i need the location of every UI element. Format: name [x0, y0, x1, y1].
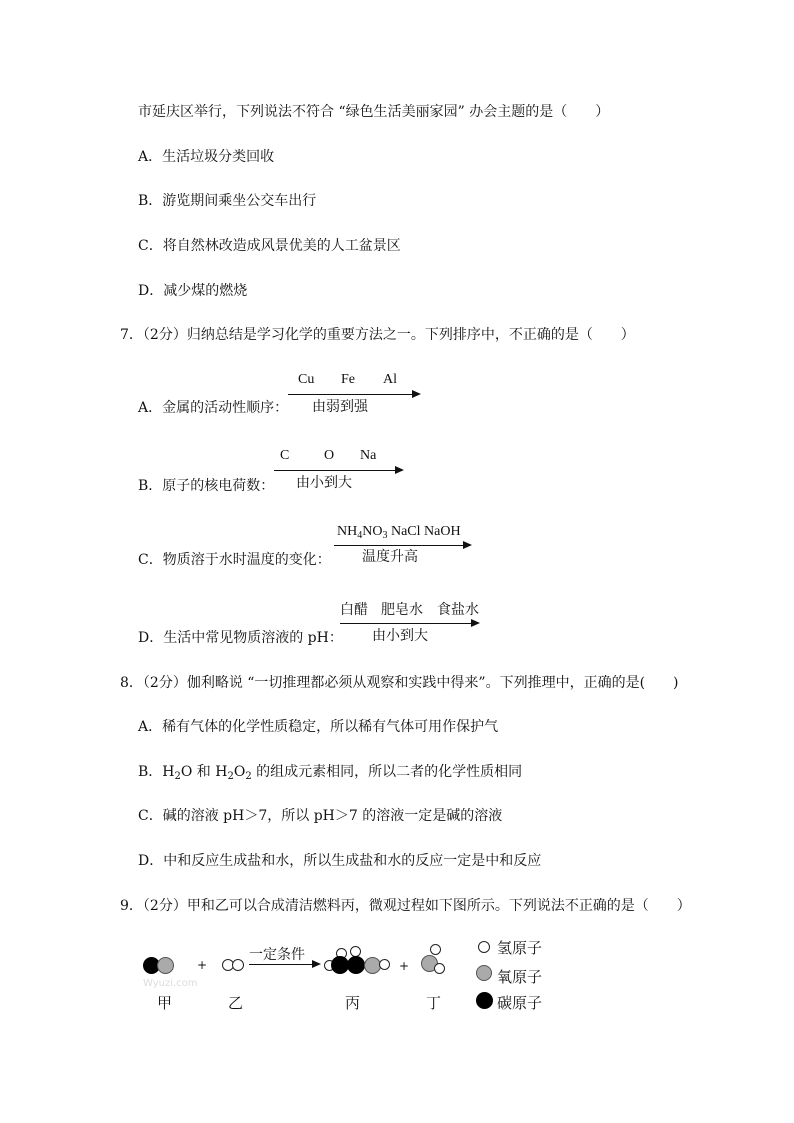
q7-option-b-direction: 由小到大	[296, 475, 352, 491]
hydrogen-atom	[232, 959, 244, 971]
q6-stem-continuation: 市延庆区举行，下列说法不符合 “绿色生活美丽家园” 办会主题的是（ ）	[138, 104, 610, 120]
q7-option-b-label: B．原子的核电荷数：	[138, 478, 275, 494]
hydrogen-atom	[379, 959, 390, 970]
sequence-item: O	[324, 448, 335, 463]
legend-carbon-icon	[476, 992, 493, 1009]
reaction-condition: 一定条件	[249, 947, 305, 963]
sequence-item: Na	[360, 448, 377, 463]
subscript: 4	[357, 530, 363, 541]
subscript: 2	[227, 771, 234, 782]
q7-option-c-direction: 温度升高	[362, 549, 418, 565]
sequence-item: Cu	[298, 372, 315, 387]
arrow-head-icon	[312, 960, 321, 968]
q7-stem: 7．（2分）归纳总结是学习化学的重要方法之一。下列排序中，不正确的是（ ）	[120, 327, 635, 343]
sequence-item: 白醋	[340, 603, 368, 618]
q7-option-a-arrow	[288, 372, 488, 415]
arrow-head-icon	[463, 541, 472, 549]
hydrogen-atom	[430, 944, 441, 955]
q7-option-d-arrow	[340, 599, 540, 644]
carbon-atom	[347, 956, 365, 974]
formula-part: NaCl NaOH	[387, 524, 461, 539]
sequence-item: C	[280, 448, 290, 463]
oxygen-atom	[157, 957, 174, 974]
q6-option-a: A．生活垃圾分类回收	[138, 149, 275, 165]
label-bing: 丙	[345, 994, 361, 1012]
q8-option-c: C．碱的溶液 pH＞7，所以 pH＞7 的溶液一定是碱的溶液	[138, 808, 503, 824]
arrow-shaft	[288, 394, 414, 395]
arrow-head-icon	[412, 390, 421, 398]
text-part: 的组成元素相同，所以二者的化学性质相同	[251, 764, 523, 780]
q6-option-c: C．将自然林改造成风景优美的人工盆景区	[138, 238, 401, 254]
q8-option-d: D．中和反应生成盐和水，所以生成盐和水的反应一定是中和反应	[138, 853, 542, 869]
q7-option-b-arrow	[274, 448, 474, 491]
q8-stem: 8．（2分）伽利略说 “一切推理都必须从观察和实践中得来”。下列推理中，正确的是( )	[120, 675, 679, 691]
q7-option-a-label: A．金属的活动性顺序：	[138, 400, 289, 416]
plus-sign: +	[197, 958, 208, 972]
watermark: Wyuzi.com	[143, 978, 198, 989]
plus-sign: +	[399, 959, 410, 973]
arrow-shaft	[249, 964, 313, 965]
q7-option-c-arrow	[334, 524, 534, 564]
q7-option-a-direction: 由弱到强	[312, 399, 368, 415]
formula-part: NH	[337, 524, 358, 539]
q8-option-b	[138, 763, 522, 786]
arrow-shaft	[274, 470, 396, 471]
formula-part: NO	[362, 524, 383, 539]
sequence-item: 食盐水	[437, 603, 479, 618]
label-jia: 甲	[157, 994, 173, 1012]
sequence-item: 肥皂水	[381, 603, 423, 618]
label-ding: 丁	[426, 994, 442, 1012]
hydrogen-atom	[434, 963, 445, 974]
legend-oxygen-icon	[476, 965, 492, 981]
legend-hydrogen-label: 氢原子	[497, 939, 543, 957]
subscript: 3	[382, 530, 388, 541]
q7-option-c-sequence	[337, 524, 461, 541]
sequence-item: Fe	[341, 372, 355, 387]
q8-option-a: A．稀有气体的化学性质稳定，所以稀有气体可用作保护气	[138, 719, 499, 735]
text-part: O	[233, 764, 246, 780]
sequence-item: Al	[383, 372, 397, 387]
legend-hydrogen-icon	[478, 941, 490, 953]
q7-option-c-label: C．物质溶于水时温度的变化：	[138, 552, 331, 568]
q7-option-d-label: D．生活中常见物质溶液的 pH：	[138, 630, 343, 646]
subscript: 2	[174, 771, 181, 782]
q6-option-b: B．游览期间乘坐公交车出行	[138, 193, 317, 209]
label-yi: 乙	[228, 994, 244, 1012]
arrow-head-icon	[471, 619, 480, 627]
text-part: O 和 H	[180, 764, 228, 780]
q9-stem: 9．（2分）甲和乙可以合成清洁燃料丙，微观过程如下图所示。下列说法不正确的是（ ）	[120, 898, 691, 914]
legend-carbon-label: 碳原子	[497, 994, 543, 1012]
legend-oxygen-label: 氧原子	[497, 968, 543, 986]
q6-option-d: D．减少煤的燃烧	[138, 283, 248, 299]
q7-option-d-direction: 由小到大	[372, 628, 428, 644]
arrow-head-icon	[395, 466, 404, 474]
arrow-shaft	[340, 623, 472, 624]
text-part: B．H	[138, 764, 175, 780]
subscript: 2	[245, 771, 252, 782]
